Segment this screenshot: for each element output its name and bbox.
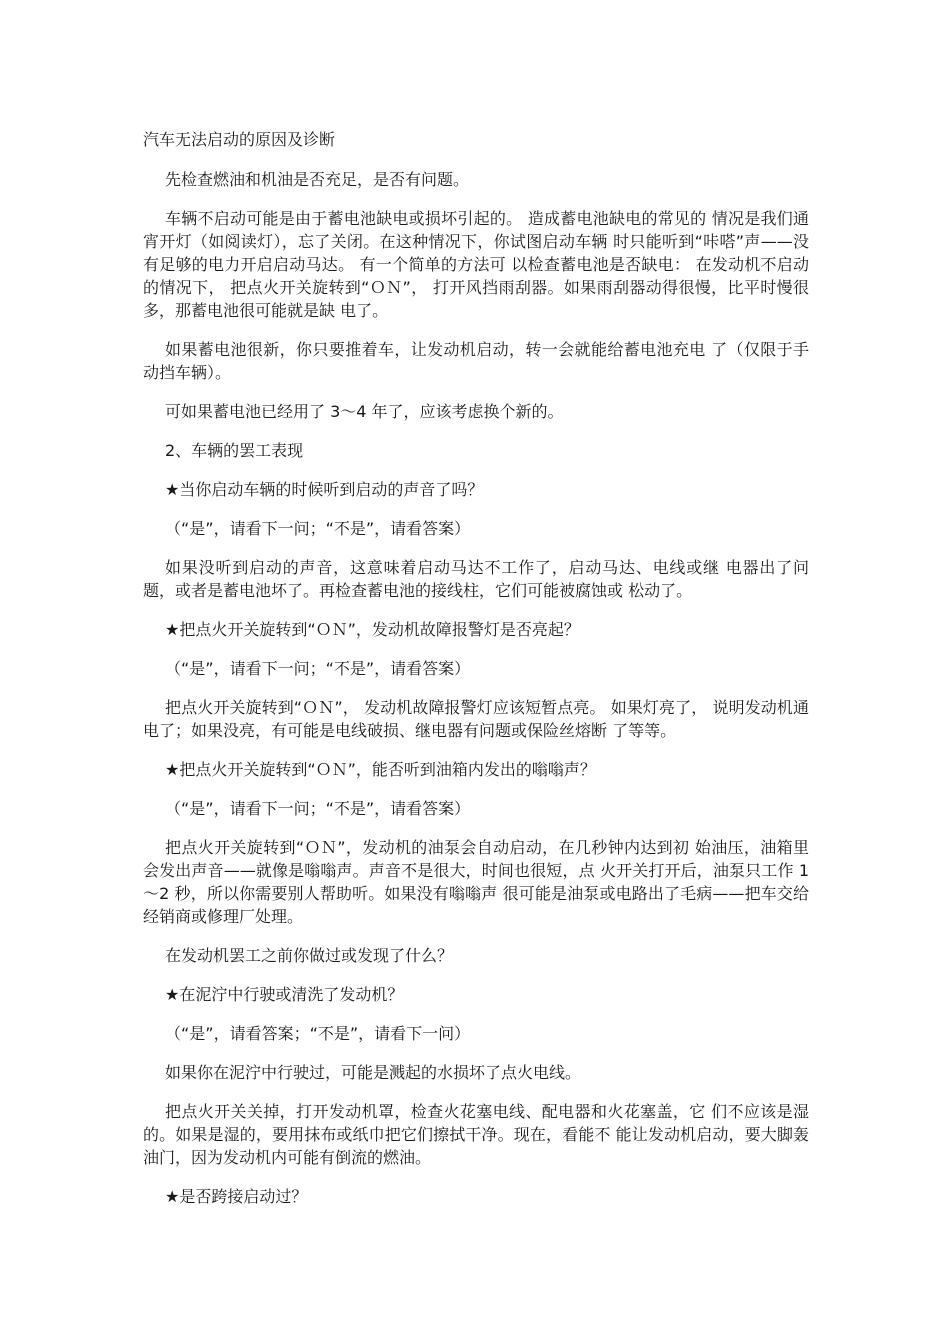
paragraph-replace-battery: 可如果蓄电池已经用了 3～4 年了，应该考虑换个新的。 — [165, 402, 564, 421]
document-title: 汽车无法启动的原因及诊断 — [143, 130, 336, 149]
paragraph-check-fuel-oil: 先检查燃油和机油是否充足，是否有问题。 — [165, 170, 470, 189]
paragraph-battery-cause: 车辆不启动可能是由于蓄电池缺电或损坏引起的。 造成蓄电池缺电的常见的 情况是我们通宵开灯（如阅读灯），忘了关闭。在这种情况下，你试图启动车辆 时只能听到“咔嗒”声——没有足够的电力开启启动马达。 有一个简单的方法可 以检查蓄电池是否缺电： 在发动机不启动的情况下， 把点火开关旋转到“ＯＮ”， 打开风挡雨刮器。如果雨刮器动得很慢，比平时慢很多，那蓄电池很可能就是缺 电了。 — [143, 209, 809, 320]
paragraph-dry-ignition: 把点火开关关掉，打开发动机罩，检查火花塞电线、配电器和火花塞盖，它 们不应该是湿的。如果是湿的，要用抹布或纸巾把它们擦拭干净。现在，看能不 能让发动机启动，要大脚轰油门，因为发动机内可能有倒流的燃油。 — [143, 1102, 809, 1167]
section-heading-symptoms: 2、车辆的罢工表现 — [165, 441, 304, 460]
question-start-sound: ★当你启动车辆的时候听到启动的声音了吗？ — [165, 480, 484, 499]
question-jump-start: ★是否跨接启动过？ — [165, 1187, 308, 1206]
answer-hint-1: （“是”，请看下一问；“不是”，请看答案） — [165, 519, 471, 538]
paragraph-wet-wires: 如果你在泥泞中行驶过，可能是溅起的水损坏了点火电线。 — [165, 1063, 582, 1082]
answer-hint-4: （“是”，请看答案；“不是”，请看下一问） — [165, 1024, 471, 1043]
paragraph-fuel-pump: 把点火开关旋转到“ＯＮ”，发动机的油泵会自动启动，在几秒钟内达到初 始油压，油箱里会发出声音——就像是嗡嗡声。声音不是很大，时间也很短，点 火开关打开后，油泵只工作 1～2 秒，所以你需要别人帮助听。如果没有嗡嗡声 很可能是油泵或电路出了毛病——把车交给经销商或修理厂处理。 — [143, 838, 809, 926]
document-body — [143, 128, 809, 1224]
paragraph-no-start-sound: 如果没听到启动的声音，这意味着启动马达不工作了，启动马达、电线或继 电器出了问题，或者是蓄电池坏了。再检查蓄电池的接线柱，它们可能被腐蚀或 松动了。 — [143, 558, 809, 600]
question-mud-wash: ★在泥泞中行驶或清洗了发动机？ — [165, 985, 404, 1004]
answer-hint-2: （“是”，请看下一问；“不是”，请看答案） — [165, 659, 471, 678]
answer-hint-3: （“是”，请看下一问；“不是”，请看答案） — [165, 799, 471, 818]
paragraph-before-failure: 在发动机罢工之前你做过或发现了什么？ — [165, 946, 454, 965]
paragraph-push-start: 如果蓄电池很新，你只要推着车，让发动机启动，转一会就能给蓄电池充电 了（仅限于手动挡车辆）。 — [143, 340, 809, 382]
question-fuel-pump-hum: ★把点火开关旋转到“ＯＮ”，能否听到油箱内发出的嗡嗡声？ — [165, 760, 596, 779]
question-warning-light: ★把点火开关旋转到“ＯＮ”，发动机故障报警灯是否亮起？ — [165, 620, 580, 639]
paragraph-warning-light: 把点火开关旋转到“ＯＮ”， 发动机故障报警灯应该短暂点亮。 如果灯亮了， 说明发动机通电了；如果没亮，有可能是电线破损、继电器有问题或保险丝熔断 了等等。 — [143, 698, 809, 740]
